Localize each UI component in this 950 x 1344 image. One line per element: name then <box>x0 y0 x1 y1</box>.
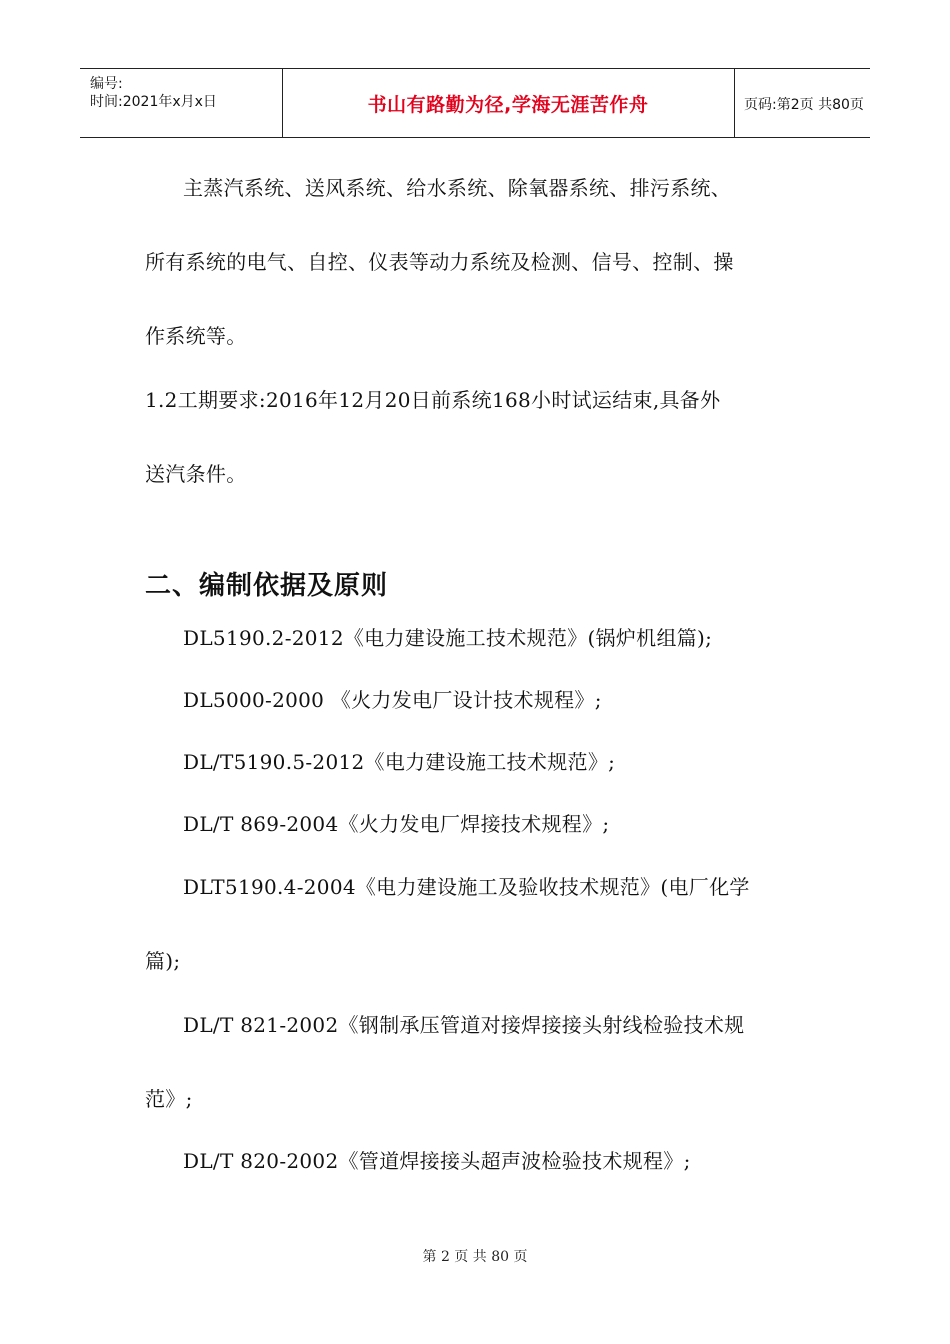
schedule-requirement-line: 1.2工期要求:2016年12月20日前系统168小时试运结束,具备外 <box>145 388 721 412</box>
reference-item-continuation: 篇); <box>145 949 181 973</box>
reference-item: DLT5190.4-2004《电力建设施工及验收技术规范》(电厂化学 <box>183 875 750 899</box>
header-page-code: 页码:第2页 共80页 <box>744 97 864 113</box>
reference-item-continuation: 范》; <box>145 1087 193 1111</box>
document-number-label: 编号: <box>90 76 123 92</box>
body-paragraph-line: 作系统等。 <box>145 324 247 348</box>
document-time-label: 时间:2021年x月x日 <box>90 94 217 110</box>
page-footer: 第 2 页 共 80 页 <box>422 1249 528 1265</box>
body-paragraph-line: 送汽条件。 <box>145 462 247 486</box>
reference-item: DL/T 821-2002《钢制承压管道对接焊接接头射线检验技术规 <box>183 1013 745 1037</box>
reference-item: DL5000-2000 《火力发电厂设计技术规程》; <box>183 688 602 712</box>
body-paragraph-line: 所有系统的电气、自控、仪表等动力系统及检测、信号、控制、操 <box>145 250 734 274</box>
page-header <box>80 68 870 138</box>
body-paragraph-line: 主蒸汽系统、送风系统、给水系统、除氧器系统、排污系统、 <box>183 176 732 200</box>
section-heading: 二、编制依据及原则 <box>145 571 389 601</box>
reference-item: DL5190.2-2012《电力建设施工技术规范》(锅炉机组篇); <box>183 626 713 650</box>
header-page-cell <box>734 69 870 137</box>
header-motto-cell <box>282 69 735 137</box>
reference-item: DL/T5190.5-2012《电力建设施工技术规范》; <box>183 750 616 774</box>
reference-item: DL/T 869-2004《火力发电厂焊接技术规程》; <box>183 812 610 836</box>
header-motto: 书山有路勤为径,学海无涯苦作舟 <box>367 94 649 116</box>
reference-item: DL/T 820-2002《管道焊接接头超声波检验技术规程》; <box>183 1149 691 1173</box>
header-info-cell <box>80 69 283 137</box>
